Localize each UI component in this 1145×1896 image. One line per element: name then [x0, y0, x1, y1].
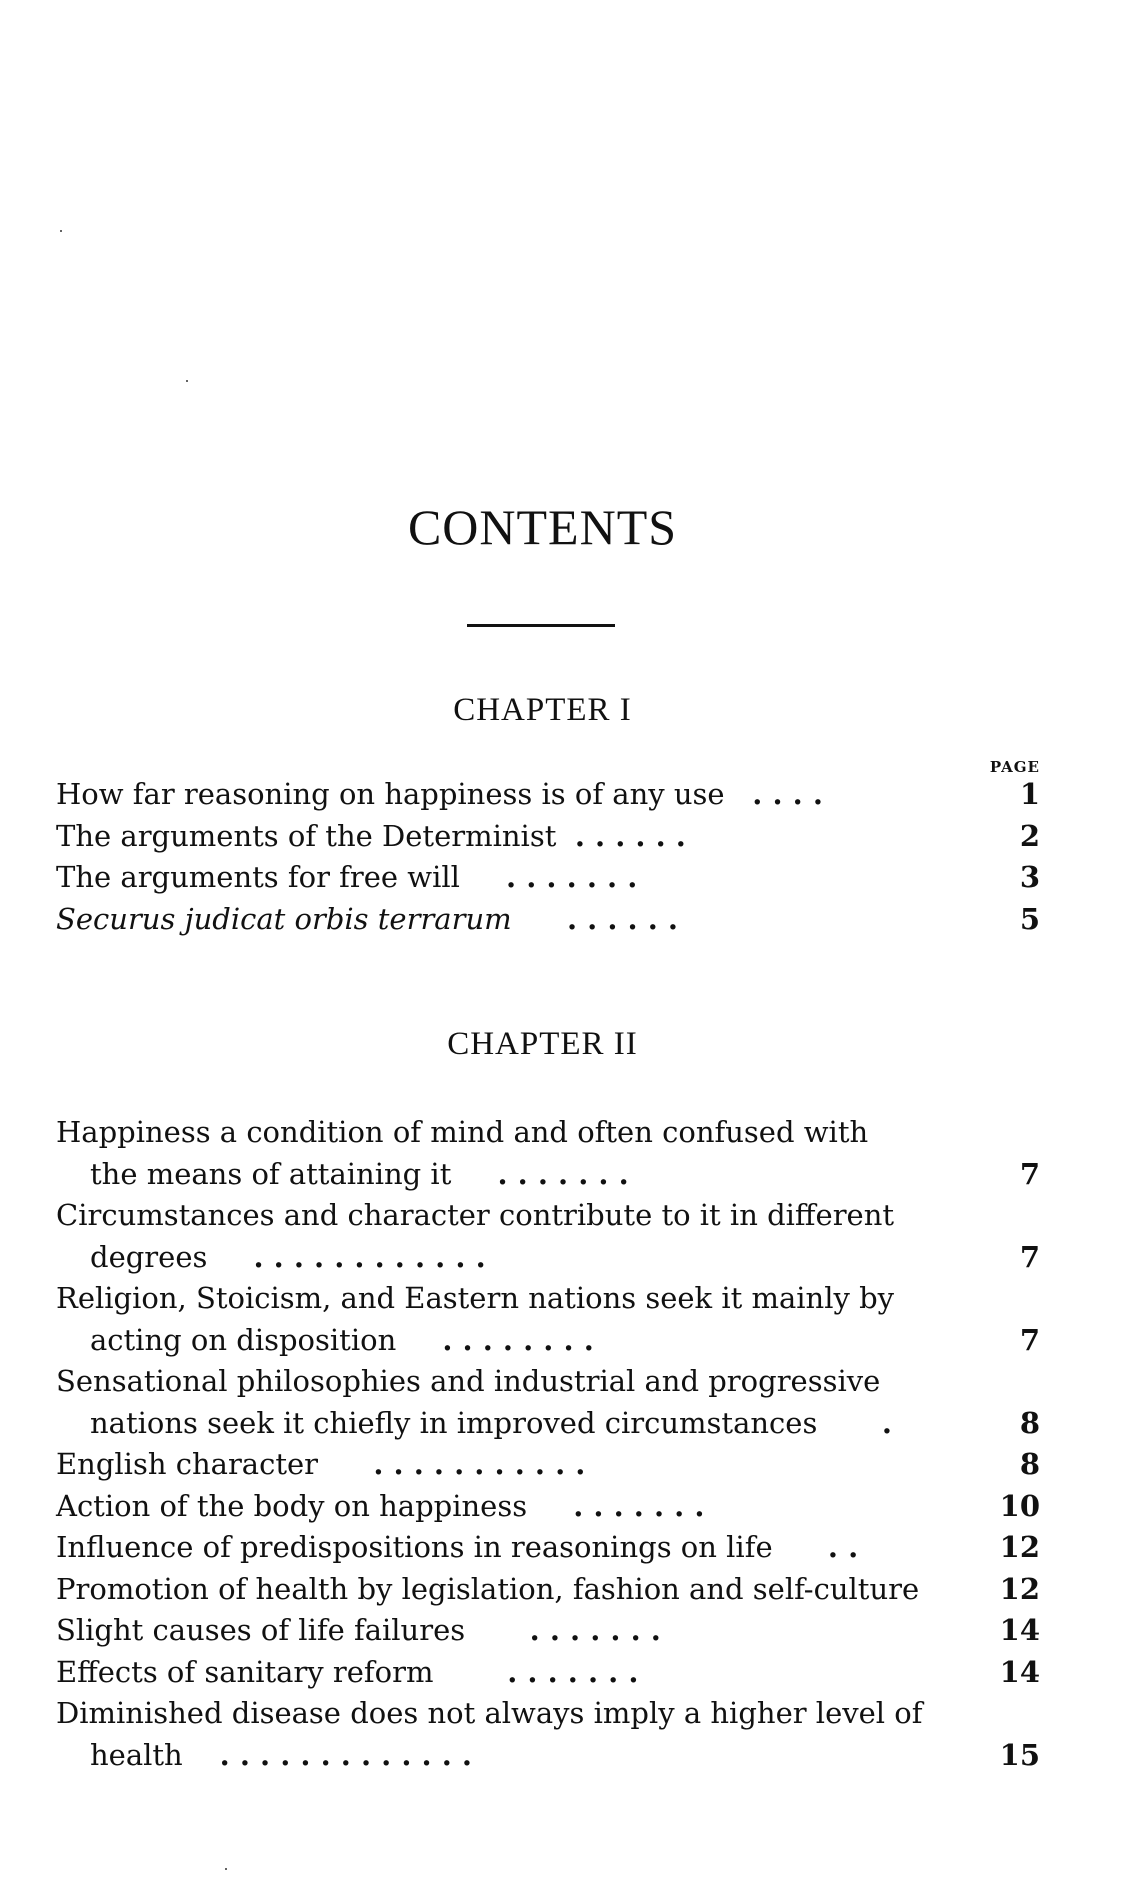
page-number: 7 [1019, 1239, 1040, 1274]
toc-entry[interactable] [56, 1610, 1040, 1652]
toc-entry[interactable] [56, 1527, 1040, 1569]
entry-text: Effects of sanitary reform [56, 1654, 434, 1689]
leader-dots: . . . . . . . . . . . . [253, 1239, 486, 1274]
toc-entry[interactable] [56, 1361, 1040, 1444]
toc-entry[interactable] [56, 1693, 1040, 1776]
page-number: 2 [1019, 818, 1040, 853]
leader-dots: . [881, 1405, 892, 1440]
leader-dots: . . . . [752, 777, 823, 811]
toc-entry[interactable] [56, 1569, 1040, 1611]
toc-entry[interactable] [56, 1195, 1040, 1278]
leader-dots: . . [827, 1530, 859, 1564]
page-number: 15 [999, 1737, 1040, 1772]
toc-chapter-2 [56, 1112, 1040, 1776]
entry-text: Diminished disease does not always imply a higher level of [56, 1696, 923, 1730]
scan-speck [225, 1868, 227, 1870]
toc-entry[interactable] [56, 857, 1040, 899]
toc-entry[interactable] [56, 1486, 1040, 1528]
entry-text: How far reasoning on happiness is of any use [56, 777, 725, 811]
page-title: CONTENTS [407, 499, 678, 555]
toc-entry[interactable] [56, 1652, 1040, 1694]
leader-dots: . . . . . . . [506, 860, 638, 894]
page-number: 8 [1019, 1447, 1040, 1481]
entry-text-continued: health [90, 1737, 183, 1772]
scan-speck [60, 230, 62, 232]
toc-chapter-1 [56, 774, 1040, 940]
entry-text: Happiness a condition of mind and often confused with [56, 1115, 869, 1149]
leader-dots: . . . . . . . . . . . . . [219, 1737, 473, 1772]
page-number: 12 [999, 1530, 1040, 1564]
page-column-label: PAGE [989, 758, 1040, 776]
entry-text: Action of the body on happiness [56, 1488, 528, 1523]
page-number: 1 [1019, 777, 1040, 811]
entry-text: English character [56, 1447, 319, 1481]
toc-entry[interactable] [56, 1112, 1040, 1195]
leader-dots: . . . . . . . . [442, 1322, 594, 1357]
toc-entry[interactable] [56, 774, 1040, 816]
entry-text-continued: acting on disposition [90, 1322, 397, 1357]
toc-entry[interactable] [56, 1444, 1040, 1486]
toc-entry[interactable] [56, 816, 1040, 858]
page-number: 3 [1019, 860, 1040, 894]
toc-entry[interactable] [56, 1278, 1040, 1361]
leader-dots: . . . . . . [574, 818, 686, 853]
leader-dots: . . . . . . . [497, 1156, 629, 1191]
entry-text: Securus judicat orbis terrarum [56, 901, 512, 936]
page-number: 8 [1019, 1405, 1040, 1440]
leader-dots: . . . . . . [566, 901, 679, 936]
page-number: 5 [1019, 901, 1040, 936]
chapter-heading-1: CHAPTER I [453, 692, 632, 728]
entry-text: Circumstances and character contribute to it in different [56, 1198, 895, 1232]
page-number: 14 [999, 1613, 1040, 1647]
page-number: 7 [1019, 1156, 1040, 1191]
page-number: 7 [1019, 1322, 1040, 1357]
entry-text: Influence of predispositions in reasonings on life [56, 1530, 773, 1564]
page-number: 12 [999, 1571, 1040, 1606]
entry-text: Sensational philosophies and industrial and progressive [56, 1364, 881, 1398]
entry-text-continued: nations seek it chiefly in improved circumstances [90, 1405, 818, 1440]
leader-dots: . . . . . . . [507, 1654, 639, 1689]
page-number: 14 [999, 1654, 1040, 1689]
entry-text: Slight causes of life failures [56, 1613, 466, 1647]
entry-text: The arguments of the Determinist [56, 818, 557, 853]
entry-text: The arguments for free will [56, 860, 460, 894]
entry-text-continued: degrees [90, 1239, 208, 1274]
chapter-heading-2: CHAPTER II [447, 1026, 638, 1062]
scan-speck [186, 380, 188, 382]
entry-text: Religion, Stoicism, and Eastern nations seek it mainly by [56, 1281, 895, 1315]
entry-text-continued: the means of attaining it [90, 1156, 452, 1191]
page-number: 10 [999, 1488, 1040, 1523]
leader-dots: . . . . . . . . . . . [373, 1447, 586, 1481]
entry-text: Promotion of health by legislation, fashion and self-culture [56, 1571, 920, 1606]
toc-entry[interactable] [56, 899, 1040, 941]
title-rule [467, 624, 615, 627]
leader-dots: . . . . . . . [529, 1613, 661, 1647]
leader-dots: . . . . . . . [573, 1488, 705, 1523]
